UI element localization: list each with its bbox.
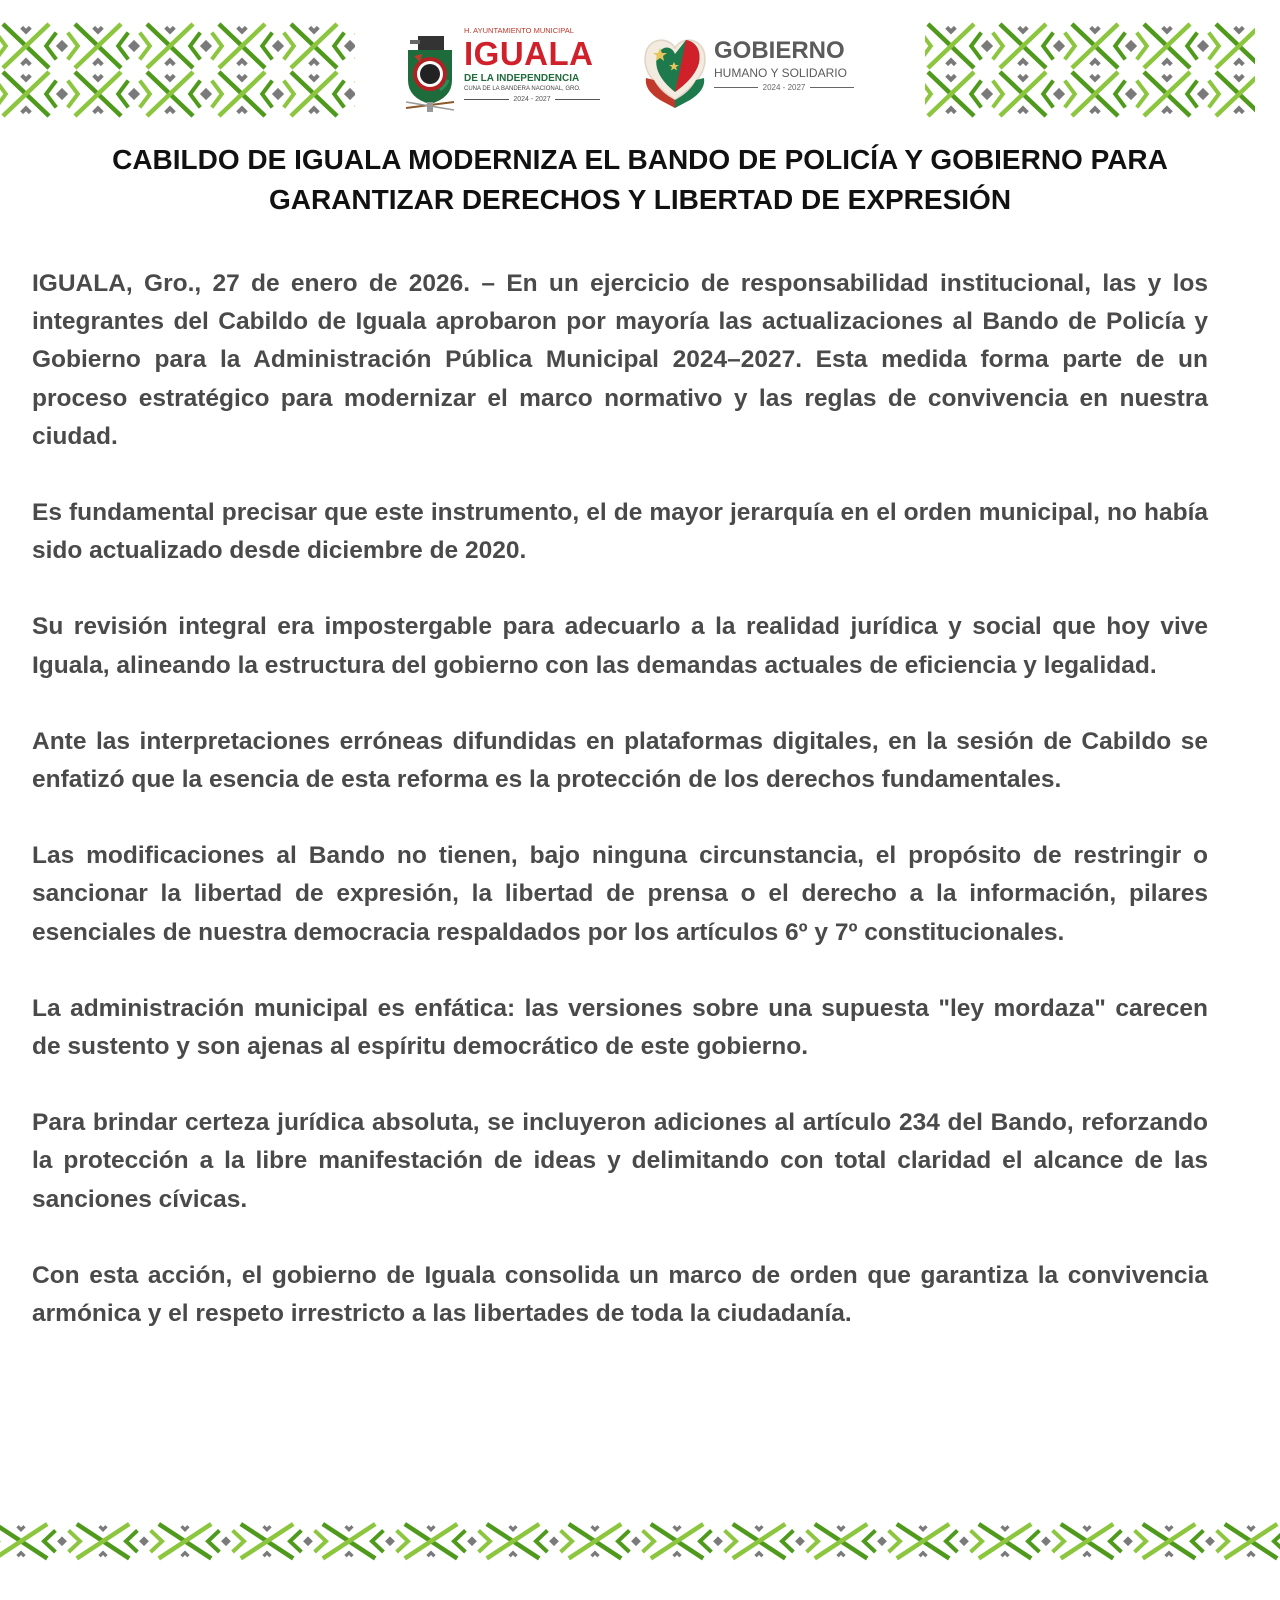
logo-iguala-main: IGUALA xyxy=(464,35,594,72)
pattern-icon xyxy=(0,22,355,118)
logo-iguala-years: 2024 - 2027 xyxy=(513,96,551,103)
paragraph: IGUALA, Gro., 27 de enero de 2026. – En un ejercicio de responsabilidad institucional, las y los integrantes del Cabildo de Iguala aprobaron por mayoría las actualizaciones al Bando de Policía y Gobierno para la Administración Pública Municipal 2024–2027. Esta medida forma parte de un proceso estratégico para modernizar el marco normativo y las reglas de convivencia en nuestra ciudad. xyxy=(32,270,1208,450)
divider xyxy=(714,87,758,88)
pattern-icon xyxy=(925,22,1255,118)
paragraph: Es fundamental precisar que este instrumento, el de mayor jerarquía en el orden municipal, no había sido actualizado desde diciembre de 2020. xyxy=(32,499,1208,565)
divider xyxy=(464,99,509,100)
decorative-pattern-right xyxy=(925,22,1255,118)
logo-gobierno-subtitle: HUMANO Y SOLIDARIO xyxy=(714,66,847,80)
logo-iguala-top-line: H. AYUNTAMIENTO MUNICIPAL xyxy=(464,26,574,35)
logo-gobierno-years: 2024 - 2027 xyxy=(762,83,806,92)
logo-gobierno-humano xyxy=(640,22,890,122)
divider xyxy=(555,99,600,100)
heart-hands-icon xyxy=(640,30,710,112)
coat-of-arms-icon xyxy=(400,28,460,114)
pattern-icon xyxy=(0,1522,1280,1584)
paragraph: Las modificaciones al Bando no tienen, bajo ninguna circunstancia, el propósito de restringir o sancionar la libertad de expresión, la libertad de prensa o el derecho a la información, pilares esenciales de nuestra democracia respaldados por los artículos 6º y 7º constitucionales. xyxy=(32,842,1208,946)
paragraph: Su revisión integral era impostergable para adecuarlo a la realidad jurídica y social que hoy vive Iguala, alineando la estructura del gobierno con las demandas actuales de eficiencia y legalidad. xyxy=(32,613,1208,679)
logo-iguala-subtitle: DE LA INDEPENDENCIA xyxy=(464,73,580,84)
article-body xyxy=(32,265,1208,1371)
logo-iguala-tagline: CUNA DE LA BANDERA NACIONAL, GRO. xyxy=(464,86,581,92)
paragraph: Con esta acción, el gobierno de Iguala consolida un marco de orden que garantiza la convivencia armónica y el respeto irrestricto a las libertades de toda la ciudadanía. xyxy=(32,1261,1208,1328)
paragraph: La administración municipal es enfática: las versiones sobre una supuesta "ley mordaza" carecen de sustento y son ajenas al espíritu democrático de este gobierno. xyxy=(32,994,1208,1061)
paragraph: Para brindar certeza jurídica absoluta, se incluyeron adiciones al artículo 234 del Bando, reforzando la protección a la libre manifestación de ideas y delimitando con total claridad el alcance de las sanciones cívicas. xyxy=(32,1109,1208,1213)
decorative-pattern-footer xyxy=(0,1522,1280,1584)
logo-ayuntamiento-iguala xyxy=(400,22,600,122)
header xyxy=(0,0,1280,130)
divider xyxy=(810,87,854,88)
paragraph: Ante las interpretaciones erróneas difundidas en plataformas digitales, en la sesión de Cabildo se enfatizó que la esencia de esta reforma es la protección de los derechos fundamentales. xyxy=(32,727,1208,794)
article-title: CABILDO DE IGUALA MODERNIZA EL BANDO DE POLICÍA Y GOBIERNO PARA GARANTIZAR DERECHOS Y LIBERTAD DE EXPRESIÓN xyxy=(112,144,1168,215)
logo-gobierno-main: GOBIERNO xyxy=(714,37,845,64)
decorative-pattern-left xyxy=(0,22,355,118)
